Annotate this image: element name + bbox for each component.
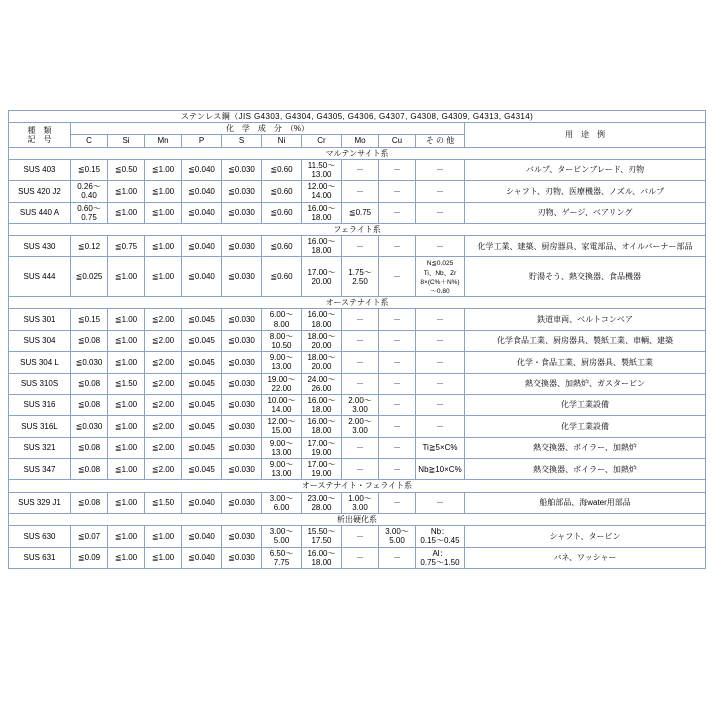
value-mo: － [342, 352, 379, 373]
value-cr: 18.00～ 20.00 [302, 352, 342, 373]
value-cu: － [379, 459, 416, 480]
value-ni: 9.00～ 13.00 [262, 352, 302, 373]
value-c: ≦0.12 [71, 236, 108, 257]
value-s: ≦0.030 [222, 330, 262, 351]
value-mo: 2.00～ 3.00 [342, 394, 379, 415]
grade-symbol: SUS 316 [9, 394, 71, 415]
value-cr: 16.00～ 18.00 [302, 416, 342, 437]
value-cu: － [379, 309, 416, 330]
value-c: ≦0.08 [71, 459, 108, 480]
table-row [9, 202, 706, 223]
use-example: 化学工業設備 [465, 416, 706, 437]
value-p: ≦0.045 [182, 416, 222, 437]
value-p: ≦0.040 [182, 492, 222, 513]
value-other: － [416, 202, 465, 223]
value-s: ≦0.030 [222, 352, 262, 373]
stainless-steel-spec-table-wrapper [8, 110, 705, 569]
value-p: ≦0.040 [182, 236, 222, 257]
group-header-row [9, 297, 706, 309]
value-mo: 1.75～ 2.50 [342, 257, 379, 297]
group-name: フェライト系 [9, 223, 706, 235]
value-ni: 19.00～ 22.00 [262, 373, 302, 394]
value-cu: － [379, 492, 416, 513]
value-p: ≦0.045 [182, 459, 222, 480]
value-cr: 23.00～ 28.00 [302, 492, 342, 513]
group-header-row [9, 223, 706, 235]
value-mn: ≦1.00 [145, 547, 182, 568]
value-si: ≦1.00 [108, 459, 145, 480]
value-other: － [416, 373, 465, 394]
value-c: ≦0.15 [71, 159, 108, 180]
value-ni: 9.00～ 13.00 [262, 459, 302, 480]
value-si: ≦1.00 [108, 547, 145, 568]
value-p: ≦0.040 [182, 257, 222, 297]
value-mn: ≦2.00 [145, 330, 182, 351]
value-cu: － [379, 257, 416, 297]
value-c: ≦0.15 [71, 309, 108, 330]
value-ni: 6.00～ 8.00 [262, 309, 302, 330]
value-p: ≦0.045 [182, 437, 222, 458]
value-mn: ≦1.50 [145, 492, 182, 513]
value-cr: 16.00～ 18.00 [302, 547, 342, 568]
table-row [9, 181, 706, 202]
value-cu: － [379, 330, 416, 351]
header-element-Cr: Cr [302, 135, 342, 147]
grade-symbol: SUS 316L [9, 416, 71, 437]
table-row [9, 309, 706, 330]
value-s: ≦0.030 [222, 202, 262, 223]
value-other: － [416, 394, 465, 415]
value-cr: 17.00～ 19.00 [302, 459, 342, 480]
table-row [9, 330, 706, 351]
value-other: － [416, 181, 465, 202]
value-p: ≦0.040 [182, 159, 222, 180]
use-example: バネ、ワッシャー [465, 547, 706, 568]
header-element-S: S [222, 135, 262, 147]
use-example: 船舶部品、海water用部品 [465, 492, 706, 513]
value-p: ≦0.040 [182, 181, 222, 202]
value-cr: 16.00～ 18.00 [302, 394, 342, 415]
value-s: ≦0.030 [222, 309, 262, 330]
table-row [9, 526, 706, 547]
value-cr: 17.00～ 20.00 [302, 257, 342, 297]
use-example: 熱交換器、ボイラー、加熱炉 [465, 459, 706, 480]
value-mo: － [342, 330, 379, 351]
grade-symbol: SUS 440 A [9, 202, 71, 223]
grade-symbol: SUS 304 [9, 330, 71, 351]
value-ni: ≦0.60 [262, 202, 302, 223]
use-example: 化学食品工業、厨房器具、製紙工業、車輌、建築 [465, 330, 706, 351]
value-mo: － [342, 547, 379, 568]
table-row [9, 547, 706, 568]
value-c: 0.26～ 0.40 [71, 181, 108, 202]
grade-symbol: SUS 631 [9, 547, 71, 568]
value-c: ≦0.09 [71, 547, 108, 568]
value-mn: ≦2.00 [145, 309, 182, 330]
value-ni: 8.00～ 10.50 [262, 330, 302, 351]
value-other: － [416, 309, 465, 330]
value-si: ≦1.00 [108, 202, 145, 223]
group-header-row [9, 480, 706, 492]
value-s: ≦0.030 [222, 236, 262, 257]
grade-symbol: SUS 321 [9, 437, 71, 458]
value-cr: 24.00～ 26.00 [302, 373, 342, 394]
header-element-Cu: Cu [379, 135, 416, 147]
table-row [9, 437, 706, 458]
header-element-P: P [182, 135, 222, 147]
header-row-top [9, 123, 706, 135]
value-c: ≦0.030 [71, 416, 108, 437]
value-p: ≦0.045 [182, 330, 222, 351]
value-mn: ≦1.00 [145, 526, 182, 547]
table-row [9, 373, 706, 394]
value-c: ≦0.08 [71, 330, 108, 351]
value-mo: － [342, 459, 379, 480]
grade-symbol: SUS 630 [9, 526, 71, 547]
value-s: ≦0.030 [222, 257, 262, 297]
value-p: ≦0.040 [182, 547, 222, 568]
value-c: ≦0.08 [71, 394, 108, 415]
value-other: Al： 0.75～1.50 [416, 547, 465, 568]
value-mo: － [342, 159, 379, 180]
value-s: ≦0.030 [222, 181, 262, 202]
use-example: 化学工業設備 [465, 394, 706, 415]
header-element-その他: そ の 他 [416, 135, 465, 147]
table-row [9, 492, 706, 513]
grade-symbol: SUS 403 [9, 159, 71, 180]
header-element-Mo: Mo [342, 135, 379, 147]
value-s: ≦0.030 [222, 437, 262, 458]
grade-symbol: SUS 430 [9, 236, 71, 257]
header-element-Mn: Mn [145, 135, 182, 147]
value-mo: － [342, 181, 379, 202]
value-si: ≦1.00 [108, 437, 145, 458]
value-mn: ≦2.00 [145, 459, 182, 480]
value-mo: － [342, 526, 379, 547]
group-name: 析出硬化系 [9, 513, 706, 525]
use-example: 鉄道車両、ベルトコンベア [465, 309, 706, 330]
value-other: － [416, 159, 465, 180]
value-c: ≦0.025 [71, 257, 108, 297]
use-example: バルブ、タービンブレード、刃物 [465, 159, 706, 180]
value-cr: 15.50～ 17.50 [302, 526, 342, 547]
grade-symbol: SUS 444 [9, 257, 71, 297]
value-ni: ≦0.60 [262, 159, 302, 180]
value-mo: － [342, 236, 379, 257]
group-header-row [9, 513, 706, 525]
value-mo: 1.00～ 3.00 [342, 492, 379, 513]
value-ni: 3.00～ 5.00 [262, 526, 302, 547]
table-row [9, 394, 706, 415]
value-mo: － [342, 309, 379, 330]
value-si: ≦1.00 [108, 181, 145, 202]
value-other: － [416, 330, 465, 351]
value-mn: ≦2.00 [145, 394, 182, 415]
value-cu: － [379, 352, 416, 373]
table-row [9, 352, 706, 373]
value-s: ≦0.030 [222, 159, 262, 180]
group-header-row [9, 147, 706, 159]
value-s: ≦0.030 [222, 373, 262, 394]
header-composition-title: 化 学 成 分 （%） [71, 123, 465, 135]
value-mn: ≦2.00 [145, 373, 182, 394]
value-mn: ≦1.00 [145, 159, 182, 180]
use-example: 化学工業、建築、厨房器具、家電部品、オイルバーナー部品 [465, 236, 706, 257]
header-element-C: C [71, 135, 108, 147]
value-c: ≦0.08 [71, 437, 108, 458]
value-s: ≦0.030 [222, 526, 262, 547]
stainless-steel-spec-table [8, 110, 706, 569]
value-p: ≦0.040 [182, 202, 222, 223]
value-cu: － [379, 202, 416, 223]
grade-symbol: SUS 310S [9, 373, 71, 394]
value-si: ≦1.00 [108, 309, 145, 330]
table-row [9, 236, 706, 257]
group-name: マルテンサイト系 [9, 147, 706, 159]
value-cr: 16.00～ 18.00 [302, 236, 342, 257]
header-type-symbol: 種 類 記 号 [9, 123, 71, 147]
value-other: － [416, 492, 465, 513]
header-use-example: 用 途 例 [465, 123, 706, 147]
value-mn: ≦2.00 [145, 352, 182, 373]
value-mn: ≦2.00 [145, 437, 182, 458]
value-other: Nb≧10×C% [416, 459, 465, 480]
value-mo: － [342, 437, 379, 458]
value-cu: － [379, 547, 416, 568]
group-name: オーステナイト・フェライト系 [9, 480, 706, 492]
table-row [9, 159, 706, 180]
value-cr: 16.00～ 18.00 [302, 309, 342, 330]
value-cu: 3.00～ 5.00 [379, 526, 416, 547]
value-si: ≦0.50 [108, 159, 145, 180]
value-ni: 12.00～ 15.00 [262, 416, 302, 437]
spec-table-body [9, 111, 706, 569]
use-example: 化学・食品工業、厨房器具、製紙工業 [465, 352, 706, 373]
value-cu: － [379, 181, 416, 202]
value-c: ≦0.08 [71, 373, 108, 394]
value-c: ≦0.07 [71, 526, 108, 547]
value-p: ≦0.040 [182, 526, 222, 547]
value-si: ≦1.00 [108, 416, 145, 437]
value-cu: － [379, 373, 416, 394]
table-row [9, 459, 706, 480]
value-mn: ≦1.00 [145, 181, 182, 202]
use-example: シャフト、タービン [465, 526, 706, 547]
value-ni: 6.50～ 7.75 [262, 547, 302, 568]
header-element-Si: Si [108, 135, 145, 147]
value-ni: 9.00～ 13.00 [262, 437, 302, 458]
value-mn: ≦1.00 [145, 257, 182, 297]
value-si: ≦1.00 [108, 352, 145, 373]
value-other: － [416, 236, 465, 257]
value-p: ≦0.045 [182, 373, 222, 394]
header-element-Ni: Ni [262, 135, 302, 147]
value-cr: 18.00～ 20.00 [302, 330, 342, 351]
value-s: ≦0.030 [222, 547, 262, 568]
value-cu: － [379, 236, 416, 257]
value-si: ≦0.75 [108, 236, 145, 257]
value-cr: 17.00～ 19.00 [302, 437, 342, 458]
value-si: ≦1.00 [108, 526, 145, 547]
value-s: ≦0.030 [222, 416, 262, 437]
grade-symbol: SUS 301 [9, 309, 71, 330]
value-mo: － [342, 373, 379, 394]
value-ni: ≦0.60 [262, 236, 302, 257]
use-example: 刃物、ゲージ、ベアリング [465, 202, 706, 223]
value-cr: 12.00～ 14.00 [302, 181, 342, 202]
value-cu: － [379, 394, 416, 415]
value-ni: ≦0.60 [262, 257, 302, 297]
value-mn: ≦1.00 [145, 236, 182, 257]
value-mn: ≦2.00 [145, 416, 182, 437]
value-si: ≦1.00 [108, 330, 145, 351]
value-si: ≦1.50 [108, 373, 145, 394]
value-mo: 2.00～ 3.00 [342, 416, 379, 437]
use-example: 熱交換器、ボイラー、加熱炉 [465, 437, 706, 458]
grade-symbol: SUS 329 J1 [9, 492, 71, 513]
table-row [9, 416, 706, 437]
value-si: ≦1.00 [108, 492, 145, 513]
value-other: Ti≧5×C% [416, 437, 465, 458]
table-row [9, 257, 706, 297]
value-s: ≦0.030 [222, 459, 262, 480]
value-cr: 16.00～ 18.00 [302, 202, 342, 223]
value-c: ≦0.08 [71, 492, 108, 513]
value-s: ≦0.030 [222, 394, 262, 415]
use-example: シャフト、刃物、医療機器、ノズル、バルブ [465, 181, 706, 202]
grade-symbol: SUS 420 J2 [9, 181, 71, 202]
value-other: Nb： 0.15～0.45 [416, 526, 465, 547]
value-ni: 10.00～ 14.00 [262, 394, 302, 415]
use-example: 貯湯そう、熱交換器、食品機器 [465, 257, 706, 297]
value-mn: ≦1.00 [145, 202, 182, 223]
grade-symbol: SUS 347 [9, 459, 71, 480]
value-p: ≦0.045 [182, 309, 222, 330]
value-si: ≦1.00 [108, 257, 145, 297]
value-ni: ≦0.60 [262, 181, 302, 202]
table-title-row [9, 111, 706, 123]
value-p: ≦0.045 [182, 352, 222, 373]
value-other: － [416, 416, 465, 437]
value-other: N≦0.025 Ti、Nb、Zr 8×(C%＋N%)～0.80 [416, 257, 465, 297]
value-c: 0.60～ 0.75 [71, 202, 108, 223]
value-si: ≦1.00 [108, 394, 145, 415]
value-cu: － [379, 416, 416, 437]
value-cu: － [379, 437, 416, 458]
value-c: ≦0.030 [71, 352, 108, 373]
document-title: ステンレス鋼（JIS G4303, G4304, G4305, G4306, G4307, G4308, G4309, G4313, G4314) [9, 111, 706, 123]
grade-symbol: SUS 304 L [9, 352, 71, 373]
group-name: オーステナイト系 [9, 297, 706, 309]
value-p: ≦0.045 [182, 394, 222, 415]
use-example: 熱交換器、加熱炉、ガスタービン [465, 373, 706, 394]
value-other: － [416, 352, 465, 373]
value-cu: － [379, 159, 416, 180]
value-mo: ≦0.75 [342, 202, 379, 223]
value-s: ≦0.030 [222, 492, 262, 513]
value-ni: 3.00～ 6.00 [262, 492, 302, 513]
value-cr: 11.50～ 13.00 [302, 159, 342, 180]
